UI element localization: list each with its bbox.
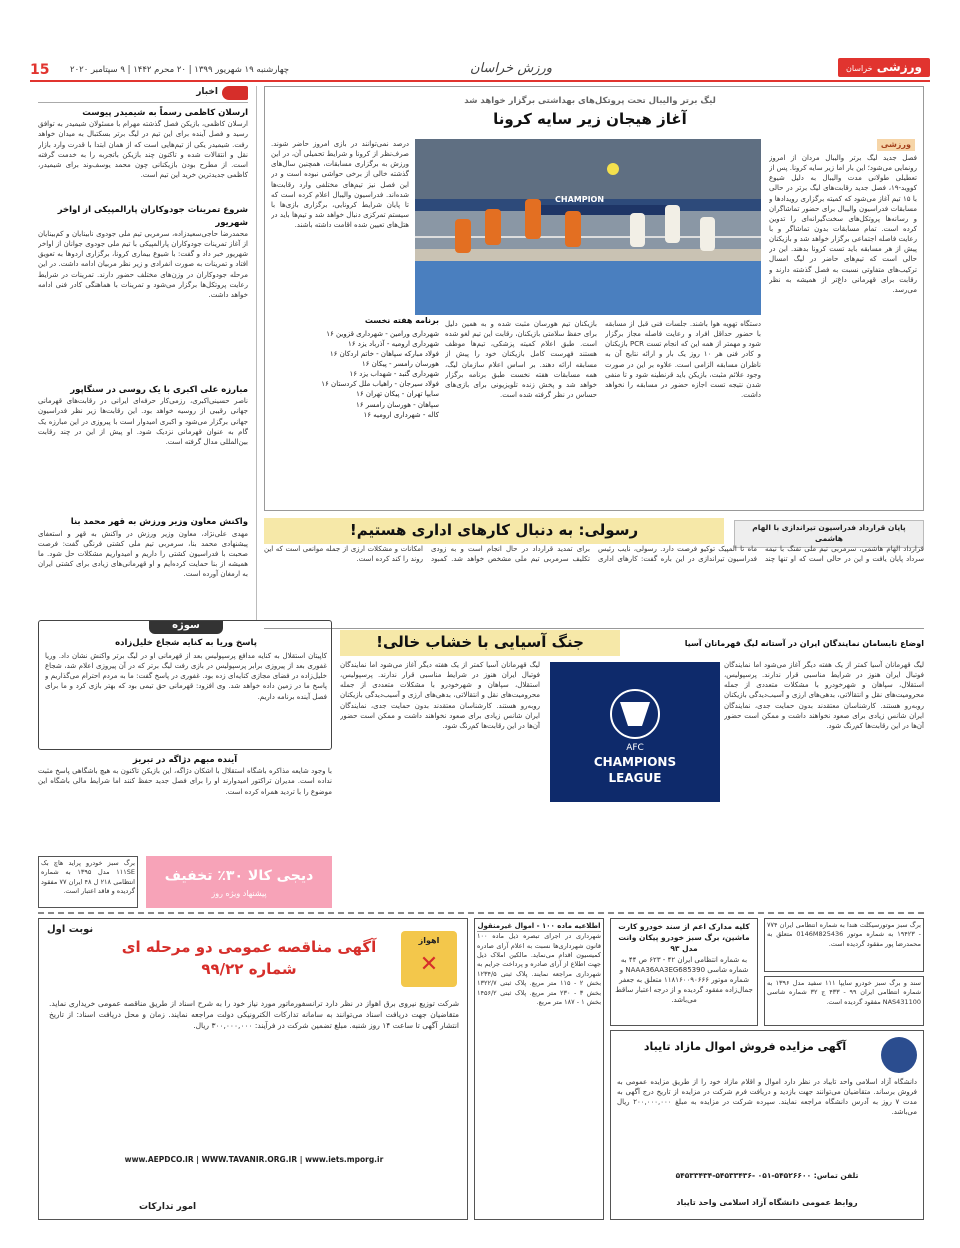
sokhan-box: [38, 620, 332, 750]
photo-caption: CHAMPION: [555, 195, 605, 204]
schedule-row: کاله - شهرداری ارومیه ۱۶: [363, 410, 439, 419]
feature-col-left: بازیکنان تیم هورسان مثبت شده و به همین دلیل برای حفظ سلامتی بازیکنان، رقابت این تیم لغو شده است. طبق اعلام کمیته پزشکی، تیم‌ها موظف هستند فهرست کامل بازیکنان خود را پیش از مسابقه ارائه دهند. بر اساس اعلام سازمان لیگ، همه مسابقات هفته نخست طبق برنامه برگزار خواهد شد و پخش زنده تلویزیونی برای بازی‌های حساس در نظر گرفته شده است.: [445, 320, 597, 399]
schedule-row: شهرداری ارومیه - آذرباد یزد ۱۶: [348, 339, 439, 348]
lost-doc-ad: [38, 856, 138, 908]
afc-body-right: لیگ قهرمانان آسیا کمتر از یک هفته دیگر آغاز می‌شود اما نمایندگان فوتبال ایران هنوز در شرایط مناسبی قرار ندارند. پرسپولیس، استقلال، سپاهان و شهرخودرو با مشکلات متعددی از جمله محرومیت‌های نقل و انتقالاتی، بدهی‌های ارزی و آسیب‌دیدگی بازیکنان روبه‌رو هستند. کارشناسان معتقدند بدون حمایت جدی، نمایندگان ایران شانس زیادی برای صعود نخواهند داشت و ممکن است حضور آن‌ها در این رقابت‌ها کم‌رنگ شود.: [724, 661, 924, 730]
schedule-row: هورسان رامسر - پیکان ۱۶: [361, 360, 439, 369]
afc-logo-image: [550, 662, 720, 802]
feature-tag: [877, 139, 915, 151]
lost-motorcycle-text: برگ سبز موتورسیکلت هندا به شماره انتظامی ایران ۷۷۴ - ۱۹۴۲۳ به شماره موتور 0146M825436 متعلق به محمدرضا پور مفقود گردیده است.: [767, 921, 921, 948]
afc-label-2: CHAMPIONS: [593, 755, 677, 769]
tender-footer: امور تدارکات: [139, 1202, 197, 1212]
page-number: 15: [30, 62, 50, 78]
shooting-title: رسولی: به دنبال کارهای اداری هستیم!: [264, 518, 724, 544]
sokhan-title: پاسخ وریا به کنایه شجاع خلیل‌زاده: [115, 638, 257, 648]
tabriz-title: آینده مبهم دژاگه در تبریز: [132, 755, 238, 765]
shooting-kicker: پایان قرارداد فدراسیون تیراندازی با الهام هاشمی: [734, 520, 924, 548]
lost-vehicle-ad: [610, 918, 758, 1026]
brand-main: ورزشی: [876, 60, 922, 74]
afc-label-3: LEAGUE: [608, 771, 662, 785]
sokhan-label-text: سوژه: [172, 620, 200, 631]
schedule-row: شهرداری ورامین - شهرداری قزوین ۱۶: [326, 329, 439, 338]
feature-tag-label: ورزشی: [880, 140, 911, 149]
promo-text: دیجی کالا ۳۰٪ تخفیف: [164, 868, 314, 884]
header-signature: ورزش خراسان: [470, 61, 553, 76]
brand-sub: خراسان: [845, 64, 873, 73]
tender-ad: [38, 918, 468, 1220]
volleyball-photo: [415, 139, 761, 315]
news-label-bar: [38, 86, 248, 103]
news-title: ارسلان کاظمی رسماً به شیمیدر پیوست: [82, 108, 248, 118]
date-line: چهارشنبه ۱۹ شهریور ۱۳۹۹ | ۲۰ محرم ۱۴۴۲ | ۹ سپتامبر ۲۰۲۰: [70, 65, 290, 75]
lost-doc-text: برگ سبز خودرو پراید هاچ بک ۱۱۱SE مدل ۱۳۹۵ به شماره انتظامی ۲۱۸ ل ۴۸ ایران ۷۷ مفقود گردیده و فاقد اعتبار است.: [41, 859, 135, 896]
feature-col-right: فصل جدید لیگ برتر والیبال مردان از امروز رونمایی می‌شود؛ این بار اما زیر سایه کرونا. پس از تعطیلی طولانی مدت والیبال به دلیل شیوع کووید-۱۹، فصل جدید رقابت‌های لیگ برتر در حالی با ۱۵ تیم آغاز می‌شود که کمیته برگزاری رویدادها و مسابقات فدراسیون والیبال برای حضور تماشاگران و رسانه‌ها پروتکل‌های سخت‌گیرانه‌ای را تدوین کرده است. تمام مسابقات بدون تماشاگر و با رعایت فاصله اجتماعی برگزار خواهد شد و بازیکنان پیش از هر مسابقه باید تست کرونا بدهند. این در حالی است که تیم‌های حاضر در لیگ امسال ترکیب‌های متفاوتی نسبت به فصل گذشته دارند و رقابت برای قهرمانی داغ‌تر از همیشه به نظر می‌رسد.: [769, 154, 917, 294]
news-title: شروع تمرینات جودوکاران پارالمپیکی از اواخر شهریور: [57, 205, 248, 228]
news-label: اخبار: [196, 87, 218, 98]
feature-story: [264, 86, 924, 511]
news-body: ناصر حسینی‌اکبری، رزمی‌کار حرفه‌ای ایرانی در رقابت‌های قهرمانی جهانی رقیبی از روسیه خواهد بود. این رقابت‌ها زیر نظر فدراسیون جهانی برگزار می‌شود و اکبری امیدوار است با پیروزی در این مبارزه یک گام به عنوان قهرمانی نزدیک شود. او پیش از این در چند رقابت بین‌المللی مدال گرفته است.: [38, 397, 248, 446]
section-brand: [838, 58, 930, 77]
news-item: [38, 516, 248, 603]
promo-ad: [146, 856, 332, 908]
tender-logo-mark: ✕: [419, 952, 439, 977]
afc-story: [340, 630, 924, 908]
news-item: [38, 384, 248, 511]
news-title: واکنش معاون وزیر ورزش به قهر محمد بنا: [70, 517, 248, 528]
tender-round: نوبت اول: [47, 924, 94, 935]
megaphone-icon: [222, 86, 248, 100]
afc-title: جنگ آسیایی با خشاب خالی!: [340, 630, 620, 656]
feature-kicker: لیگ برتر والیبال تحت پروتکل‌های بهداشتی برگزار خواهد شد: [464, 96, 716, 106]
tabriz-body: با وجود شایعه مذاکره باشگاه استقلال با اشکان دژاگه، این بازیکن تاکنون به هیچ باشگاهی پاسخ مثبت نداده است. مدیران تراکتور امیدوارند او را برای فصل جدید حفظ کنند اما شرایط مالی باشگاه این موضوع را با تردید همراه کرده است.: [38, 767, 332, 796]
page-header: [30, 58, 930, 82]
schedule-box: [271, 315, 439, 505]
auction-ad: [610, 1030, 924, 1220]
sokhan-body: کاپیتان استقلال به کنایه مدافع پرسپولیس بعد از قهرمانی او در لیگ برتر واکنش نشان داد. وریا غفوری بعد از پیروزی برابر پرسپولیس در بازی رفت لیگ برتر که در آن پیروزی اعلام شد، شجاع خلیل‌زاده در فضای مجازی کنایه‌ای زده بود. غفوری در پاسخ گفت: ما به مردم احترام می‌گذاریم و پاسخ ما در زمین داده خواهد شد. وی افزود: قهرمانی حق تیمی بود که بهتر بازی کرد و ما برای فصل آینده برنامه داریم.: [45, 652, 327, 701]
news-item: [38, 204, 248, 379]
schedule-row: سایپا تهران - پیکان تهران ۱۶: [356, 390, 439, 399]
tender-body: شرکت توزیع نیروی برق اهواز در نظر دارد ترانسفورماتور مورد نیاز خود را به شرح اسناد از طریق مناقصه عمومی خریداری نماید. متقاضیان جهت دریافت اسناد می‌توانند به سامانه تدارکات الکترونیکی دولت مراجعه نمایند. زمان و محل دریافت اسناد: از تاریخ انتشار آگهی تا ساعت ۱۴ روز شنبه. مبلغ تضمین شرکت در فرآیند: ۳۰۰,۰۰۰,۰۰۰ ریال.: [49, 999, 459, 1030]
schedule-row: سپاهان - هورسان رامسر ۱۶: [355, 400, 439, 409]
auction-footer: روابط عمومی دانشگاه آزاد اسلامی واحد تایباد: [676, 1198, 858, 1207]
promo-sub: پیشنهاد ویژه روز: [211, 889, 267, 898]
article100-body: شهرداری در اجرای تبصره ذیل ماده ۱۰۰ قانون شهرداری‌ها نسبت به اعلام آرای صادره کمیسیون اقدام می‌نماید. مالکین املاک ذیل جهت اطلاع از آرای صادره و پرداخت جرایم به شهرداری مراجعه نمایند. پلاک ثبتی ۱۲۳۴/۵ بخش ۲ - ۱۱۵ متر مربع. پلاک ثبتی ۱۳۲۲/۷ بخش ۳ - ۲۳۰ متر مربع. پلاک ثبتی ۱۴۵۶/۲ بخش ۱ - ۱۸۷ متر مربع.: [477, 932, 601, 1007]
news-body: ارسلان کاظمی، بازیکن فصل گذشته مهرام با مسئولان شیمیدر به توافق رسید و فصل آینده برای این تیم در لیگ برتر بسکتبال به میدان خواهد رفت. شیمیدر یکی از تیم‌هایی است که از همان ابتدا با قدرت وارد بازار نقل و انتقالات شده و تاکنون چند بازیکن باتجربه را به خدمت گرفته است. از مطرح بودن بازیکنانی چون محمد یوسف‌وند برای شیمیدر، کاظمی جدیدترین خرید این تیم است.: [38, 120, 248, 180]
shooting-story: [264, 518, 924, 624]
article100-title: اطلاعیه ماده ۱۰۰ - اموال غیرمنقول: [477, 921, 601, 932]
tender-company: اهواز: [418, 936, 440, 945]
tender-sites: www.AEPDCO.IR | WWW.TAVANIR.ORG.IR | www.iets.mporg.ir: [124, 1155, 384, 1164]
news-item: [38, 107, 248, 199]
university-logo: [881, 1037, 917, 1073]
article100-ad: [474, 918, 604, 1220]
feature-title: آغاز هیجان زیر سایه کرونا: [493, 110, 687, 128]
lost-car-text: سند و برگ سبز خودرو سایپا ۱۱۱ سفید مدل ۱۳۹۶ به شماره انتظامی ایران ۹۹ - ۴۳۳ ج ۳۲ شماره شاسی NAS431100 مفقود گردیده است.: [767, 979, 921, 1006]
auction-title: آگهی مزایده فروش اموال مازاد تایباد: [643, 1040, 847, 1053]
news-body: مهدی علی‌نژاد، معاون وزیر ورزش در واکنش به قهر و استعفای پیشنهادی محمد بنا، سرمربی تیم ملی کشتی فرنگی گفت: فرصت صحبت با فدراسیون کشتی را داریم و امیدواریم مشکلات حل شود. ما همیشه از بنا حمایت کرده‌ایم و او قهرمانی‌های زیادی برای کشتی ایران به ارمغان آورده است.: [38, 529, 248, 579]
lost-car-ad: [764, 976, 924, 1026]
news-column: [38, 86, 248, 626]
auction-body: دانشگاه آزاد اسلامی واحد تایباد در نظر دارد اموال و اقلام مازاد خود را از طریق مزایده عمومی به فروش برساند. متقاضیان می‌توانند جهت بازدید و دریافت فرم شرکت در مزایده از تاریخ درج آگهی به مدت ۷ روز به آدرس دانشگاه مراجعه نمایند. سپرده شرکت در مزایده به مبلغ ۲۰۰,۰۰۰,۰۰۰ ریال می‌باشد.: [617, 1078, 917, 1117]
feature-col-left2: دستگاه تهویه هوا باشند. جلسات فنی قبل از مسابقه با حضور حداقل افراد و رعایت فاصله مجاز برگزار شود و مهمتر از همه این که انجام تست PCR بازیکنان و کادر فنی هر ۱۰ روز یک بار و ارائه نتایج آن به ناظران مسابقه الزامی است. علاوه بر این در صورت وجود علائم مثبت، بازیکن باید قرنطینه شود و تا منفی شدن نتیجه تست اجازه حضور در مسابقه را نخواهد داشت.: [605, 320, 761, 399]
news-body: محمدرضا حاجی‌سعیدزاده، سرمربی تیم ملی جودوی نابینایان و کم‌بینایان از آغاز تمرینات جودوکاران پارالمپیکی با تیم ملی جودوی جوانان از اواخر شهریور خبر داد و گفت: با شیوع بیماری کرونا، برگزاری اردوها به تعویق افتاد و تمرینات به صورت انفرادی و زیر نظر مربیان ادامه داشت. در این مرحله جودوکاران در وزن‌های مختلف حضور دارند. تمرینات در شرایط رعایت پروتکل‌ها برگزار می‌شود و تمرینات با هماهنگی کادر فنی ادامه خواهد داشت.: [38, 229, 248, 299]
tabriz-item: [38, 754, 332, 816]
lost-vehicle-body: به شماره انتظامی ایران ۴۲ - ۶۲۳ ص ۴۴ به شماره شاسی NAAA36AA3EG685390 و شماره موتور ۱۱۸۱۶۰۰۹۰۶۶۶ متعلق به جعفر جمال‌زاده مفقود گردیده و از درجه اعتبار ساقط می‌باشد.: [615, 955, 753, 1005]
volleyball-photo-graphic: [415, 139, 761, 315]
feature-col-mid: درصد نمی‌توانند در بازی امروز حاضر شوند. صرف‌نظر از کرونا و شرایط تحمیلی آن، در این ورزش به برگزاری مسابقات، همچنین سال‌های گذشته خالی از برخی حواشی نبوده است و در این فصل نیز تیم‌های مختلفی وارد رقابت‌ها شده‌اند. فدراسیون والیبال اعلام کرده است که تا پایان شرایط کرونایی، برگزاری بازی‌ها با سیستم تمرکزی دنبال خواهد شد و تیم‌ها باید در هتل‌های تعیین شده اقامت داشته باشند.: [271, 140, 409, 230]
sokhan-label: [149, 620, 223, 634]
lost-vehicle-title: کلیه مدارک اعم از سند خودرو کارت ماشین، برگ سبز خودرو پیکان وانت مدل ۹۳: [618, 922, 750, 953]
afc-body-left: لیگ قهرمانان آسیا کمتر از یک هفته دیگر آغاز می‌شود اما نمایندگان فوتبال ایران هنوز در شرایط مناسبی قرار ندارند. پرسپولیس، استقلال، سپاهان و شهرخودرو با مشکلات متعددی از جمله محرومیت‌های نقل و انتقالاتی، بدهی‌های ارزی و آسیب‌دیدگی بازیکنان روبه‌رو هستند. کارشناسان معتقدند بدون حمایت جدی، نمایندگان ایران شانس زیادی برای صعود نخواهند داشت و ممکن است حضور آن‌ها در این رقابت‌ها کم‌رنگ شود.: [340, 661, 540, 730]
schedule-row: شهرداری گنبد - شهداب یزد ۱۶: [349, 370, 439, 379]
schedule-title: برنامه هفته نخست: [364, 316, 439, 325]
schedule-row: فولاد مبارکه سپاهان - خاتم اردکان ۱۶: [329, 349, 439, 358]
shooting-body: قرارداد الهام هاشمی، سرمربی تیم ملی تفنگ با نیمه سرداد پایان یافت و این در حالی است که او تنها چند ماه تا المپیک توکیو فرصت دارد. رسولی، نایب رئیس فدراسیون تیراندازی در این باره گفت: کارهای اداری برای تمدید قرارداد در حال انجام است و به زودی تکلیف سرمربی تیم ملی مشخص خواهد شد. کمبود امکانات و مشکلات ارزی از جمله موانعی است که این روند را کند کرده است.: [264, 545, 924, 564]
tender-logo: [401, 931, 457, 987]
lost-motorcycle-ad: [764, 918, 924, 972]
auction-phone: تلفن تماس: ۵۴۵۲۶۶۰۰-۰۵۱ -۵۴۵۳۳۴۳۶-۵۴۵۳۳۴۳۴: [675, 1171, 859, 1180]
afc-label-1: AFC: [626, 743, 644, 753]
afc-kicker: اوضاع نابسامان نمایندگان ایران در آستانه لیگ قهرمانان آسیا: [684, 639, 924, 648]
schedule-row: فولاد سیرجان - راهیاب ملل کردستان ۱۶: [321, 380, 439, 389]
tender-title: آگهی مناقصه عمومی دو مرحله ای شماره ۹۹/۲۲: [121, 938, 377, 978]
news-title: مبارزه علی اکبری با یک روسی در سنگاپور: [70, 384, 248, 395]
